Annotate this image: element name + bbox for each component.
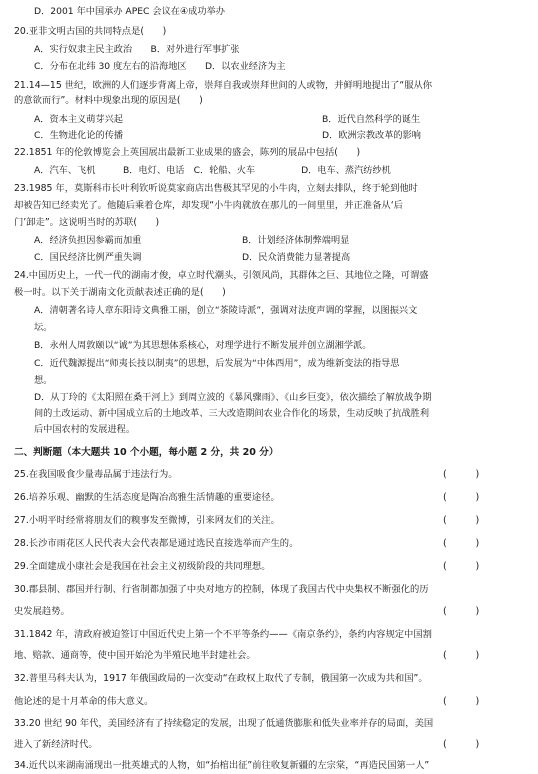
q20-options-cd: C．分布在北纬 30 度左右的沿海地区 D．以农业经济为主	[34, 61, 286, 72]
q33-answer-blank: ( )	[443, 739, 480, 750]
q26-stem: 26.培养乐观、幽默的生活态度是陶冶高雅生活情趣的重要途径。	[14, 492, 280, 503]
q22-stem: 22.1851 年的伦敦博览会上英国展出最新工业成果的盛会，陈列的展品中包括( )	[14, 147, 361, 158]
q32-stem-line1: 32.普里马科夫认为，1917 年俄国政局的一次变动“在政权上取代了专制，俄国第一次成为共和国”。	[14, 673, 428, 684]
q24-option-a-line2: 坛。	[34, 322, 53, 333]
q24-stem-line2: 极一时。以下关于湖南文化贡献表述正确的是( )	[14, 287, 226, 298]
q30-stem-line1: 30.郡县制、郡国并行制、行省制都加强了中央对地方的控制，体现了我国古代中央集权不断强化的历	[14, 584, 429, 595]
q23-stem-line1: 23.1985 年，莫斯科市长叶利钦听说莫家商店出售极其罕见的小牛肉，立刻去排队，终于轮到他时	[14, 183, 418, 194]
q20-options-ab: A．实行奴隶主民主政治 B．对外进行军事扩张	[34, 44, 240, 55]
q31-stem-line1: 31.1842 年，清政府被迫签订中国近代史上第一个不平等条约——《南京条约》，条约内容规定中国割	[14, 629, 432, 640]
q28-answer-blank: ( )	[443, 538, 480, 549]
q24-option-c-line2: 想。	[34, 375, 53, 386]
q23-option-d: D．民众消费能力显著提高	[242, 252, 351, 263]
q33-stem-line2: 进入了新经济时代。	[14, 739, 98, 750]
q27-stem: 27.小明平时经常将朋友们的糗事发至微博，引来网友们的关注。	[14, 515, 280, 526]
q29-stem: 29.全面建成小康社会是我国在社会主义初级阶段的共同理想。	[14, 561, 271, 572]
q28-stem: 28.长沙市雨花区人民代表大会代表都是通过选民直接选举而产生的。	[14, 538, 299, 549]
q23-option-c: C．国民经济比例严重失调	[34, 252, 142, 263]
q24-option-a-line1: A．清朝著名诗人章东阳诗文典雅工丽，创立“茶陵诗派”，强调对法度声调的掌握，以图振兴文	[34, 305, 418, 316]
q21-option-a: A．资本主义萌芽兴起	[34, 114, 123, 125]
q25-answer-blank: ( )	[443, 469, 480, 480]
q20-stem: 20.亚非文明古国的共同特点是( )	[14, 26, 167, 37]
q33-stem-line1: 33.20 世纪 90 年代，美国经济有了持续稳定的发展，出现了低通货膨胀和低失业率并存的局面，美国	[14, 718, 434, 729]
q19-option-d: D．2001 年中国承办 APEC 会议在④成功举办	[34, 6, 225, 17]
q24-option-d-line2: 间的土改运动、新中国成立后的土地改革、三大改造期间农业合作化的场景，生动反映了抗战胜利	[34, 408, 430, 419]
q25-stem: 25.在我国吸食少量毒品属于违法行为。	[14, 469, 178, 480]
q30-stem-line2: 史发展趋势。	[14, 606, 70, 617]
q23-option-b: B．计划经济体制弊端明显	[242, 235, 350, 246]
q21-option-c: C．生物进化论的传播	[34, 130, 124, 141]
q24-stem-line1: 24.中国历史上，一代一代的湖南才俊，卓立时代潮头，引领风尚，其群体之巨、其地位之隆，可谓盛	[14, 270, 429, 281]
q32-answer-blank: ( )	[443, 696, 480, 707]
q23-stem-line3: 门’卸走”。这说明当时的苏联( )	[14, 217, 160, 228]
q21-option-b: B．近代自然科学的诞生	[322, 114, 421, 125]
q24-option-d-line1: D．从丁玲的《太阳照在桑干河上》到周立波的《暴风骤雨》、《山乡巨变》，依次描绘了解放战争期	[34, 392, 432, 403]
q29-answer-blank: ( )	[443, 561, 480, 572]
q32-stem-line2: 他论述的是十月革命的伟大意义。	[14, 696, 154, 707]
q24-option-d-line3: 后中国农村的发展进程。	[34, 424, 136, 435]
q23-option-a: A．经济负担因参霸而加重	[34, 235, 142, 246]
q24-option-b: B．永州人周敦颐以“诚”为其思想体系核心，对理学进行不断发展并创立湖湘学派。	[34, 340, 372, 351]
q31-stem-line2: 地、赔款、通商等，使中国开始沦为半殖民地半封建社会。	[14, 650, 256, 661]
q34-stem-line1: 34.近代以来湖南涌现出一批英雄式的人物，如“抬棺出征”前往收复新疆的左宗棠，“再造民国第一人”	[14, 760, 430, 771]
q22-options: A．汽车、飞机 B．电灯、电话 C．轮船、火车 D．电车、蒸汽纺纱机	[34, 165, 391, 176]
q26-answer-blank: ( )	[443, 492, 480, 503]
q21-stem-line1: 21.14—15 世纪，欧洲的人们逐步背离上帝，崇拜自我或崇拜世间的人或物，并鲜明地提出了“服从你	[14, 80, 433, 91]
q21-stem-line2: 的意欲而行”。材料中现象出现的原因是( )	[14, 95, 203, 106]
q24-option-c-line1: C．近代魏源提出“师夷长技以制夷”的思想，后发展为“中体西用”，成为维新变法的指导思	[34, 358, 400, 369]
section-heading-judgment: 二、判断题（本大题共 10 个小题，每小题 2 分，共 20 分）	[14, 447, 279, 458]
q27-answer-blank: ( )	[443, 515, 480, 526]
q23-stem-line2: 却被告知已经卖光了。他随后乘着仓库，却发现“小牛肉就放在那儿的一间里里，并正准备从‘后	[14, 200, 403, 211]
q21-option-d: D．欧洲宗教改革的影响	[322, 130, 421, 141]
q31-answer-blank: ( )	[443, 650, 480, 661]
q30-answer-blank: ( )	[443, 606, 480, 617]
